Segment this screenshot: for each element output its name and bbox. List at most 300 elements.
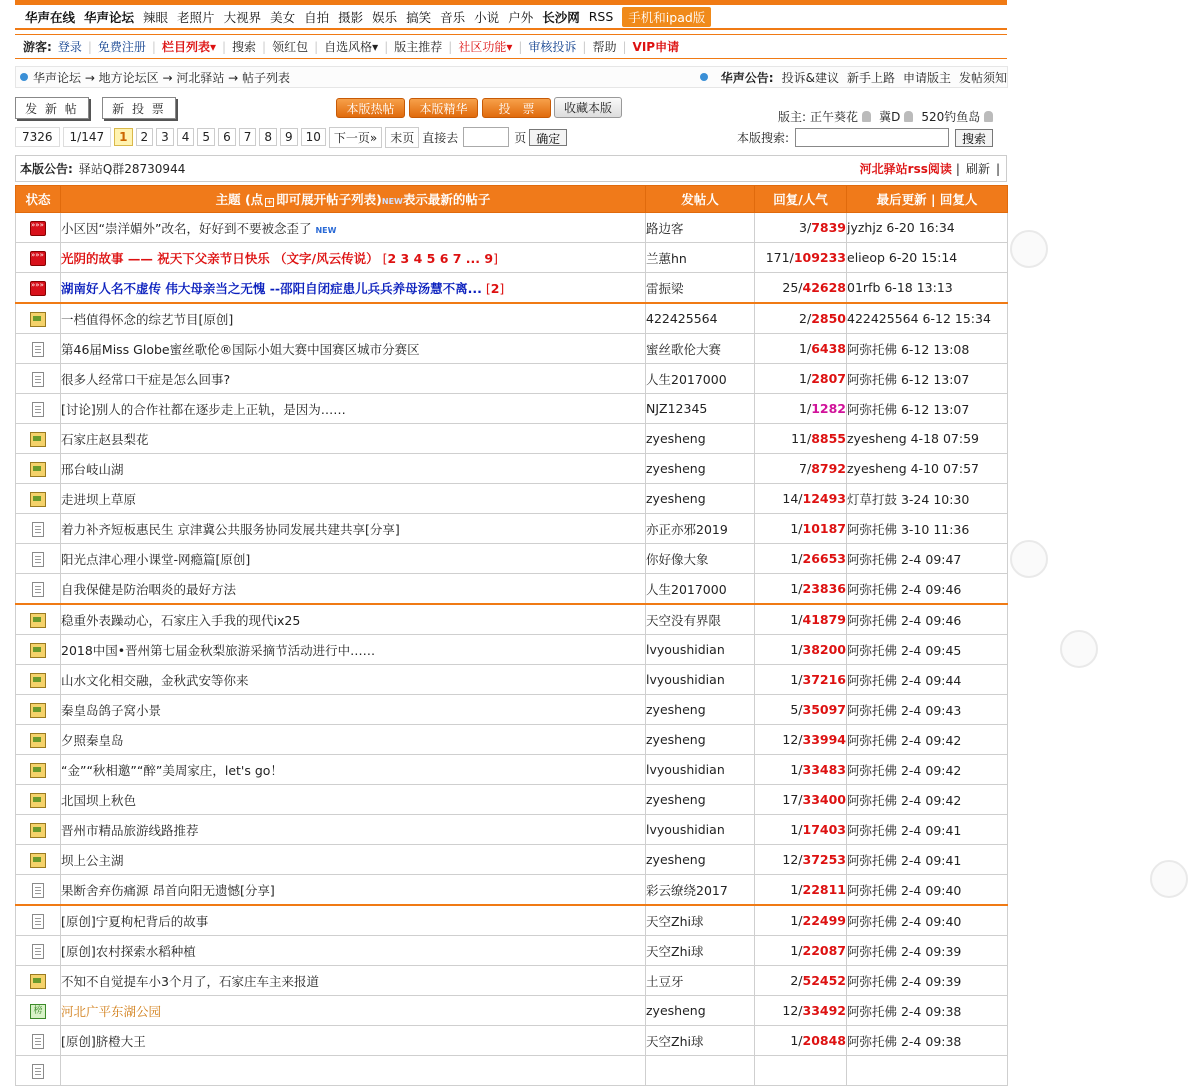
- header-title-mid: 即可展开帖子列表): [276, 192, 382, 207]
- view-count: 23836: [802, 581, 846, 596]
- last-update[interactable]: 阿弥托佛 2-4 09:46: [847, 612, 962, 628]
- announce-link[interactable]: 申请版主: [902, 70, 951, 85]
- view-count: 42628: [802, 280, 846, 295]
- status-cell: [16, 875, 61, 906]
- caret-down-icon: ▾: [372, 40, 379, 54]
- page-shortcut[interactable]: [2]: [485, 280, 505, 296]
- last-update-cell: [847, 484, 1008, 514]
- author-link[interactable]: 土豆牙: [646, 973, 684, 989]
- moderator-link[interactable]: 520钓鱼岛: [921, 110, 981, 124]
- goto-confirm-button[interactable]: 确定: [529, 129, 567, 146]
- reply-count: 1: [799, 341, 807, 356]
- decor-flower-icon: [1010, 540, 1048, 578]
- style-label: 自选风格: [324, 40, 373, 54]
- stats-cell: 1/37216: [755, 665, 847, 695]
- breadcrumb[interactable]: 华声论坛 → 地方论坛区 → 河北驿站 → 帖子列表: [33, 70, 291, 85]
- recommend-glyph: 榜: [33, 1005, 43, 1016]
- status-cell: [16, 273, 61, 304]
- document-thread-icon: [32, 582, 44, 597]
- thread-title-link[interactable]: 自我保健是防治咽炎的最好方法: [61, 581, 237, 597]
- thread-title-link[interactable]: 邢台岐山湖: [61, 461, 124, 477]
- reply-count: 12: [782, 852, 799, 867]
- status-cell: [16, 544, 61, 574]
- reply-count: 14: [782, 491, 799, 506]
- last-update[interactable]: 阿弥托佛 6-12 13:08: [847, 341, 970, 357]
- last-update[interactable]: zyesheng 4-10 07:57: [847, 461, 979, 476]
- author-link[interactable]: 天空Zhi球: [646, 913, 704, 929]
- community-menu[interactable]: [458, 38, 512, 55]
- title-cell: [61, 273, 646, 304]
- announce-link[interactable]: 新手上路: [846, 70, 895, 85]
- table-row: [16, 996, 1008, 1026]
- author-link[interactable]: zyesheng: [646, 852, 706, 867]
- reply-count: 1: [790, 762, 799, 777]
- last-update[interactable]: jyzhjz 6-20 16:34: [847, 220, 955, 235]
- last-update[interactable]: 阿弥托佛 2-4 09:41: [847, 822, 962, 838]
- thread-title-link[interactable]: 河北广平东湖公园: [61, 1003, 162, 1019]
- announce-link[interactable]: 发帖须知: [958, 70, 1007, 85]
- status-cell: [16, 905, 61, 936]
- topnav-link[interactable]: 搞笑: [406, 9, 432, 25]
- view-count: 7839: [811, 220, 846, 235]
- divider: |: [384, 39, 389, 54]
- status-cell: [16, 364, 61, 394]
- thread-title-link[interactable]: 坝上公主湖: [61, 852, 124, 868]
- essence-button[interactable]: 本版精华: [409, 98, 478, 118]
- stats-cell: 12/33492: [755, 996, 847, 1026]
- title-cell: [61, 334, 646, 364]
- moderator-link[interactable]: 正午葵花: [810, 110, 859, 124]
- user-icon: [904, 111, 913, 122]
- thread-title-link[interactable]: 秦皇岛鸽子窝小景: [61, 702, 162, 718]
- last-update-cell: [847, 213, 1008, 243]
- divider: |: [221, 39, 227, 54]
- status-cell: [16, 514, 61, 544]
- title-cell: [61, 1026, 646, 1056]
- thread-title-link[interactable]: 着力补齐短板惠民生 京津冀公共服务协同发展共建共享[分享]: [61, 521, 400, 537]
- page-link[interactable]: 5: [197, 128, 215, 146]
- author-cell: [646, 484, 755, 514]
- help-link[interactable]: 帮助: [592, 40, 617, 54]
- thread-title-link[interactable]: 北国坝上秋色: [61, 792, 137, 808]
- topnav-link[interactable]: 户外: [508, 9, 534, 25]
- table-row: [16, 1026, 1008, 1056]
- thread-title-link[interactable]: 稳重外表躁动心，石家庄入手我的现代ix25: [61, 612, 301, 628]
- thread-title-link[interactable]: 小区因“崇洋媚外”改名，好好到不要被念歪了: [61, 220, 312, 236]
- last-update[interactable]: 阿弥托佛 2-4 09:39: [847, 973, 962, 989]
- last-update-cell: [847, 725, 1008, 755]
- topnav-link[interactable]: RSS: [588, 9, 614, 24]
- last-update[interactable]: 灯草打鼓 3-24 10:30: [847, 491, 970, 507]
- page-link[interactable]: 6: [218, 128, 236, 146]
- new-poll-button[interactable]: 新 投 票: [102, 97, 176, 119]
- thread-title-link[interactable]: 夕照秦皇岛: [61, 732, 124, 748]
- last-update[interactable]: 阿弥托佛 6-12 13:07: [847, 401, 970, 417]
- announce-link[interactable]: 投诉&建议: [781, 70, 839, 85]
- moderator-link[interactable]: 冀D: [879, 110, 901, 124]
- reply-count: 1: [799, 401, 807, 416]
- author-cell: [646, 875, 755, 906]
- view-count: 12493: [802, 491, 846, 506]
- reply-count: 1: [790, 672, 799, 687]
- picture-thread-icon: [30, 643, 46, 658]
- title-cell: [61, 936, 646, 966]
- title-cell: [61, 303, 646, 334]
- page-numbers[interactable]: 2 3 4 5 6 7 ... 9: [387, 250, 494, 266]
- last-update[interactable]: 阿弥托佛 2-4 09:45: [847, 642, 962, 658]
- author-cell: [646, 815, 755, 845]
- thread-title-link[interactable]: 很多人经常口干症是怎么回事?: [61, 371, 231, 387]
- thread-title-link[interactable]: 晋州市精品旅游线路推荐: [61, 822, 199, 838]
- hot-thread-icon: [30, 281, 46, 296]
- thread-title-link[interactable]: 第46届Miss Globe蜜丝歌伦®国际小姐大赛中国赛区城市分赛区: [61, 341, 420, 357]
- page-link[interactable]: 9: [280, 128, 298, 146]
- author-cell: [646, 725, 755, 755]
- community-label: 社区功能: [458, 40, 507, 54]
- status-cell: [16, 695, 61, 725]
- vote-button[interactable]: 投 票: [482, 98, 551, 118]
- last-update[interactable]: 阿弥托佛 2-4 09:42: [847, 732, 962, 748]
- topnav-link[interactable]: 老照片: [177, 9, 215, 25]
- last-update-cell: [847, 394, 1008, 424]
- thread-title-link[interactable]: 石家庄赵县梨花: [61, 431, 149, 447]
- author-cell: [646, 394, 755, 424]
- author-link[interactable]: 天空没有界限: [646, 612, 722, 628]
- author-link[interactable]: NJZ12345: [646, 401, 708, 416]
- topnav-link[interactable]: 小说: [474, 9, 500, 25]
- thread-title-link[interactable]: 不知不自觉提车小3个月了，石家庄车主来报道: [61, 973, 319, 989]
- author-link[interactable]: 彩云缭绕2017: [646, 882, 728, 898]
- last-update[interactable]: 阿弥托佛 2-4 09:38: [847, 1033, 962, 1049]
- divider: |: [448, 39, 453, 54]
- title-cell: [61, 755, 646, 785]
- topnav-link[interactable]: 娱乐: [372, 9, 398, 25]
- title-cell: [61, 424, 646, 454]
- author-link[interactable]: 路边客: [646, 220, 684, 236]
- new-post-button[interactable]: 发 新 帖: [15, 97, 89, 119]
- topnav-link[interactable]: 摄影: [338, 9, 364, 25]
- author-link[interactable]: zyesheng: [646, 702, 706, 717]
- bullet-icon: [700, 73, 708, 81]
- divider: |: [314, 39, 319, 54]
- stats-cell: 1/26653: [755, 544, 847, 574]
- refresh-link[interactable]: 刷新: [965, 162, 990, 176]
- view-count: 22087: [802, 943, 846, 958]
- view-count: 8855: [811, 431, 846, 446]
- topnav-link[interactable]: 华声论坛: [84, 9, 135, 25]
- author-link[interactable]: 雷振梁: [646, 280, 684, 296]
- topnav-link[interactable]: 华声在线: [25, 9, 76, 25]
- announce-label: 华声公告:: [720, 70, 774, 85]
- divider: |: [518, 39, 523, 54]
- table-row: [16, 815, 1008, 845]
- view-count: 38200: [802, 642, 846, 657]
- search-input[interactable]: [795, 128, 949, 147]
- login-link[interactable]: 登录: [57, 40, 82, 54]
- reply-count: 1: [790, 642, 799, 657]
- author-cell: [646, 695, 755, 725]
- last-update[interactable]: 阿弥托佛 2-4 09:44: [847, 672, 962, 688]
- thread-title-link[interactable]: 果断舍弃伤痛源 昂首向阳无遗憾[分享]: [61, 882, 275, 898]
- last-update[interactable]: zyesheng 4-18 07:59: [847, 431, 979, 446]
- reply-count: 2: [799, 311, 807, 326]
- view-count: 109233: [793, 250, 846, 265]
- author-cell: [646, 905, 755, 936]
- author-link[interactable]: lvyoushidian: [646, 822, 725, 837]
- thread-title-link[interactable]: 走进坝上草原: [61, 491, 137, 507]
- picture-thread-icon: [30, 703, 46, 718]
- bullet-icon: [20, 73, 28, 81]
- last-update-cell: [847, 815, 1008, 845]
- last-update-cell: [847, 364, 1008, 394]
- author-cell: [646, 574, 755, 605]
- reply-count: 1: [790, 581, 799, 596]
- last-update[interactable]: 阿弥托佛 2-4 09:42: [847, 792, 962, 808]
- topnav-link[interactable]: 音乐: [440, 9, 466, 25]
- page-link[interactable]: 8: [259, 128, 277, 146]
- search-button[interactable]: 搜索: [955, 129, 993, 147]
- thread-title-link[interactable]: [原创]脐橙大王: [61, 1033, 146, 1049]
- review-link[interactable]: 审核投诉: [528, 40, 577, 54]
- hot-posts-button[interactable]: 本版热帖: [336, 98, 405, 118]
- stats-cell: 25/42628: [755, 273, 847, 304]
- table-row: [16, 1056, 1008, 1086]
- status-cell: [16, 484, 61, 514]
- table-row: [16, 273, 1008, 304]
- status-cell: [16, 574, 61, 605]
- title-cell: [61, 845, 646, 875]
- next-page-link[interactable]: 下一页»: [329, 127, 382, 148]
- title-cell: [61, 635, 646, 665]
- last-update-cell: [847, 785, 1008, 815]
- thread-title-link[interactable]: [讨论]别人的合作社都在逐步走上正轨，是因为……: [61, 401, 346, 417]
- last-update[interactable]: 阿弥托佛 2-4 09:42: [847, 762, 962, 778]
- last-update[interactable]: 阿弥托佛 2-4 09:43: [847, 702, 962, 718]
- last-update[interactable]: 阿弥托佛 2-4 09:39: [847, 943, 962, 959]
- last-update-cell: [847, 454, 1008, 484]
- author-cell: [646, 1056, 755, 1086]
- register-link[interactable]: 免费注册: [97, 40, 146, 54]
- last-update[interactable]: 422425564 6-12 15:34: [847, 311, 991, 326]
- table-row: [16, 334, 1008, 364]
- thread-title-link[interactable]: 湖南好人名不虚传 伟大母亲当之无愧 --邵阳自闭症患儿兵兵养母汤慧不离...: [61, 280, 482, 296]
- author-link[interactable]: 422425564: [646, 311, 718, 326]
- author-link[interactable]: 天空Zhi球: [646, 943, 704, 959]
- reply-count: 17: [782, 792, 799, 807]
- page-link[interactable]: 10: [301, 128, 326, 146]
- title-cell: [61, 966, 646, 996]
- title-cell: [61, 243, 646, 273]
- status-cell: [16, 604, 61, 635]
- topnav-link[interactable]: 自拍: [304, 9, 330, 25]
- title-cell: [61, 665, 646, 695]
- title-cell: [61, 574, 646, 605]
- table-row: [16, 755, 1008, 785]
- author-cell: [646, 454, 755, 484]
- view-count: 35097: [802, 702, 846, 717]
- stats-cell: 14/12493: [755, 484, 847, 514]
- stats-cell: 11/8855: [755, 424, 847, 454]
- last-update[interactable]: 阿弥托佛 6-12 13:07: [847, 371, 970, 387]
- author-link[interactable]: lvyoushidian: [646, 762, 725, 777]
- page-link[interactable]: 3: [156, 128, 174, 146]
- topnav-link[interactable]: 辣眼: [143, 9, 169, 25]
- last-page-link[interactable]: 末页: [385, 127, 419, 148]
- notice-label: 本版公告:: [20, 162, 73, 176]
- picture-thread-icon: [30, 974, 46, 989]
- title-cell: [61, 1056, 646, 1086]
- document-thread-icon: [32, 944, 44, 959]
- view-count: 2850: [811, 311, 846, 326]
- topnav-link[interactable]: 大视界: [223, 9, 262, 25]
- vip-link[interactable]: VIP申请: [632, 40, 680, 54]
- title-cell: [61, 484, 646, 514]
- author-link[interactable]: zyesheng: [646, 1003, 706, 1018]
- last-update-cell: [847, 424, 1008, 454]
- author-cell: [646, 936, 755, 966]
- style-menu[interactable]: [324, 38, 378, 55]
- decor-flower-icon: [1060, 630, 1098, 668]
- stats-cell: 2/52452: [755, 966, 847, 996]
- status-cell: [16, 785, 61, 815]
- stats-cell: 1/10187: [755, 514, 847, 544]
- status-cell: [16, 454, 61, 484]
- page-numbers[interactable]: 2: [490, 280, 500, 296]
- stats-cell: 1/38200: [755, 635, 847, 665]
- table-row: [16, 635, 1008, 665]
- author-link[interactable]: 你好像大象: [646, 551, 709, 567]
- page-link[interactable]: 2: [136, 128, 154, 146]
- table-row: [16, 303, 1008, 334]
- author-cell: [646, 514, 755, 544]
- last-update-cell: [847, 665, 1008, 695]
- view-count: 33492: [802, 1003, 846, 1018]
- goto-page-input[interactable]: [463, 127, 509, 147]
- thread-title-link[interactable]: 阳光点津心理小课堂-网瘾篇[原创]: [61, 551, 251, 567]
- last-update[interactable]: 阿弥托佛 3-10 11:36: [847, 521, 970, 537]
- thread-title-link[interactable]: 2018中国•晋州第七届金秋梨旅游采摘节活动进行中……: [61, 642, 376, 658]
- author-link[interactable]: 人生2017000: [646, 371, 727, 387]
- picture-thread-icon: [30, 432, 46, 447]
- last-update[interactable]: 阿弥托佛 2-4 09:40: [847, 913, 962, 929]
- author-link[interactable]: zyesheng: [646, 491, 706, 506]
- header-title: [61, 186, 646, 213]
- search-link[interactable]: 搜索: [232, 40, 257, 54]
- author-link[interactable]: zyesheng: [646, 431, 706, 446]
- thread-title-link[interactable]: “金”“秋相邀”“醉”美周家庄，let's go！: [61, 762, 283, 778]
- last-update[interactable]: 阿弥托佛 2-4 09:41: [847, 852, 962, 868]
- status-cell: [16, 303, 61, 334]
- thread-title-link[interactable]: [原创]宁夏枸杞背后的故事: [61, 913, 209, 929]
- author-cell: [646, 665, 755, 695]
- divider: |: [87, 39, 92, 54]
- last-update[interactable]: 阿弥托佛 2-4 09:46: [847, 581, 962, 597]
- stats-cell: 17/33400: [755, 785, 847, 815]
- author-cell: [646, 966, 755, 996]
- document-thread-icon: [32, 914, 44, 929]
- rss-link[interactable]: 河北驿站rss阅读: [859, 162, 952, 176]
- last-update-cell: [847, 273, 1008, 304]
- reply-count: 1: [790, 822, 799, 837]
- table-row: [16, 364, 1008, 394]
- reply-count: 1: [790, 521, 799, 536]
- favorite-button[interactable]: 收藏本版: [554, 97, 622, 118]
- last-update-cell: [847, 544, 1008, 574]
- author-link[interactable]: 天空Zhi球: [646, 1033, 704, 1049]
- guest-label: 游客:: [23, 40, 52, 54]
- columns-menu[interactable]: [162, 38, 216, 55]
- header-author: 发帖人: [646, 186, 755, 213]
- table-row: [16, 966, 1008, 996]
- thread-title-link[interactable]: 光阴的故事 —— 祝天下父亲节日快乐 （文字/风云传说）: [61, 250, 379, 266]
- author-cell: [646, 424, 755, 454]
- board-notice: [15, 155, 1007, 182]
- author-link[interactable]: 人生2017000: [646, 581, 727, 597]
- table-row: [16, 394, 1008, 424]
- author-link[interactable]: 蜜丝歌伦大赛: [646, 341, 722, 357]
- status-cell: [16, 635, 61, 665]
- view-count: 17403: [802, 822, 846, 837]
- last-update[interactable]: 阿弥托佛 2-4 09:47: [847, 551, 962, 567]
- recommend-link[interactable]: 版主推荐: [394, 40, 443, 54]
- stats-cell: 1/41879: [755, 604, 847, 635]
- author-link[interactable]: zyesheng: [646, 732, 706, 747]
- picture-thread-icon: [30, 763, 46, 778]
- thread-title-link[interactable]: 一档值得怀念的综艺节目[原创]: [61, 311, 234, 327]
- title-cell: [61, 544, 646, 574]
- last-update[interactable]: elieop 6-20 15:14: [847, 250, 958, 265]
- last-update-cell: [847, 635, 1008, 665]
- page-shortcut[interactable]: [2 3 4 5 6 7 ... 9]: [382, 250, 498, 266]
- last-update[interactable]: 阿弥托佛 2-4 09:40: [847, 882, 962, 898]
- view-count: 33400: [802, 792, 846, 807]
- mobile-version-link[interactable]: 手机和ipad版: [622, 7, 711, 27]
- redpacket-link[interactable]: 领红包: [272, 40, 309, 54]
- reply-count: 1: [790, 612, 799, 627]
- table-row: [16, 484, 1008, 514]
- author-link[interactable]: 兰蕙hn: [646, 250, 687, 266]
- page-link[interactable]: 7: [239, 128, 257, 146]
- last-update-cell: [847, 1026, 1008, 1056]
- title-cell: [61, 996, 646, 1026]
- picture-thread-icon: [30, 492, 46, 507]
- stats-cell: 12/37253: [755, 845, 847, 875]
- author-link[interactable]: lvyoushidian: [646, 672, 725, 687]
- last-update[interactable]: 阿弥托佛 2-4 09:38: [847, 1003, 962, 1019]
- reply-count: 2: [790, 973, 799, 988]
- new-icon: NEW: [381, 197, 403, 206]
- page-link[interactable]: 1: [114, 128, 132, 146]
- author-cell: [646, 755, 755, 785]
- hot-thread-icon: [30, 251, 46, 266]
- last-update[interactable]: 01rfb 6-18 13:13: [847, 280, 953, 295]
- title-cell: [61, 394, 646, 424]
- status-cell: [16, 815, 61, 845]
- page-link[interactable]: 4: [177, 128, 195, 146]
- thread-title-link[interactable]: [原创]农村探索水稻种植: [61, 943, 196, 959]
- author-link[interactable]: lvyoushidian: [646, 642, 725, 657]
- view-count: 10187: [802, 521, 846, 536]
- topnav-link[interactable]: 长沙网: [542, 9, 580, 25]
- topnav-link[interactable]: 美女: [270, 9, 296, 25]
- table-row: [16, 936, 1008, 966]
- author-link[interactable]: 亦正亦邪2019: [646, 521, 728, 537]
- thread-title-link[interactable]: 山水文化相交融，金秋武安等你来: [61, 672, 249, 688]
- author-link[interactable]: zyesheng: [646, 461, 706, 476]
- title-cell: [61, 695, 646, 725]
- author-link[interactable]: zyesheng: [646, 792, 706, 807]
- author-cell: [646, 213, 755, 243]
